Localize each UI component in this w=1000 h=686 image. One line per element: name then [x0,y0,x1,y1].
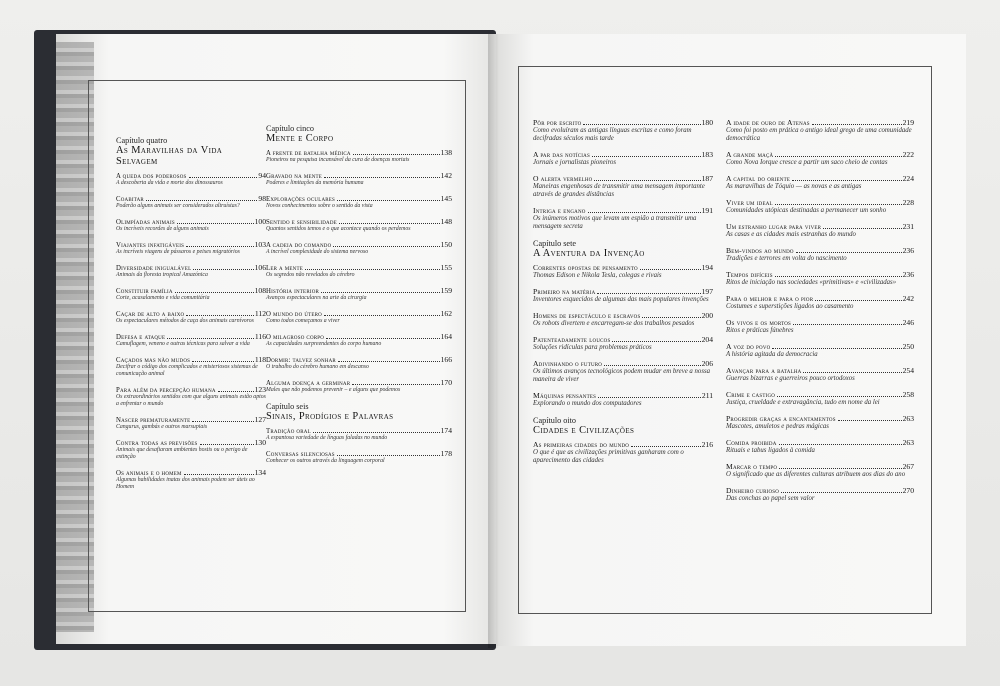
toc-entry-title: O alerta vermelho [533,174,593,183]
dot-leader [640,269,701,270]
toc-entry-description: Os últimos avanços tecnológicos podem mudar em breve a nossa maneira de viver [533,368,711,383]
toc-page-number: 130 [254,438,266,447]
toc-page-number: 246 [902,318,914,327]
toc-column-left-2 [266,116,452,472]
toc-entry [116,385,266,408]
toc-page-number: 174 [440,426,452,435]
toc-entry-description: Animais da floresta tropical Amazónica [116,272,208,278]
dot-leader [218,391,254,392]
toc-entry-description: O significado que as diferentes culturas atribuem aos dias do ano [726,471,906,478]
toc-page-number: 162 [440,309,452,318]
toc-page-number: 267 [902,462,914,471]
toc-page-number: 155 [440,263,452,272]
chapter-title: Sinais, Prodígios e Palavras [266,411,394,422]
toc-entry [266,426,452,442]
toc-entry-title: A grande maçã [726,150,774,159]
toc-entry-description: Costumes e superstições ligados ao casamento [726,303,854,310]
toc-entry [726,318,914,335]
toc-entry-description: Tradições e terrores em volta do nascimento [726,255,847,262]
dot-leader [186,246,253,247]
toc-entry-description: As maravilhas de Tóquio — as novas e as antigas [726,183,862,190]
toc-entry-title: Explorações oculares [266,196,336,203]
toc-entry [726,174,914,191]
toc-page-number: 148 [440,217,452,226]
toc-entry-title: A idade de ouro de Atenas [726,118,810,127]
dot-leader [175,292,254,293]
toc-entry-title: Gravado na mente [266,173,323,180]
toc-entry-title: Dinheiro curioso [726,486,780,495]
chapter-title: Cidades e Civilizações [533,425,635,436]
toc-page-number: 94 [258,171,266,180]
toc-page-number: 170 [440,378,452,387]
toc-entry [533,311,713,328]
toc-page-number: 228 [902,198,914,207]
dot-leader [594,180,700,181]
toc-page-number: 103 [254,240,266,249]
toc-page-number: 254 [902,366,914,375]
toc-page-number: 127 [254,415,266,424]
toc-entry-title: Patenteadamente loucos [533,335,611,344]
dot-leader [339,223,440,224]
toc-entry [726,118,914,143]
toc-page-number: 159 [440,286,452,295]
toc-page-number: 150 [440,240,452,249]
toc-entry [266,217,452,233]
toc-entry [266,355,452,371]
dot-leader [353,154,440,155]
chapter-title: As Maravilhas da Vida Selvagem [116,145,223,167]
toc-entry [116,355,266,378]
toc-entry-title: História interior [266,288,320,295]
toc-entry [726,270,914,287]
toc-entry [533,359,713,384]
toc-page-number: 116 [254,332,266,341]
toc-entry [726,150,914,167]
toc-entry-description: Como todos começamos a viver [266,318,340,324]
toc-entry [116,217,266,233]
toc-column-left-1 [116,128,266,498]
toc-entry-description: Ritos e práticas fúnebres [726,327,794,334]
toc-entry [533,206,713,231]
toc-entry-title: Um estranho lugar para viver [726,222,822,231]
toc-entry-description: O trabalho do cérebro humano em descanso [266,364,369,370]
dot-leader [186,315,254,316]
toc-entry [266,148,452,164]
toc-column-right-1 [533,118,713,472]
dot-leader [167,338,254,339]
toc-entry-description: Cangurus, gambás e outros marsupiais [116,424,208,430]
toc-entry [726,246,914,263]
toc-entry [116,194,266,210]
toc-entry-description: Os espectaculares métodos de caça dos animais carnívoros [116,318,254,324]
toc-page-number: 108 [254,286,266,295]
toc-entry [116,438,266,461]
toc-page-number: 187 [701,174,713,183]
toc-entry [533,440,713,465]
toc-entry-description: Como Nova Iorque cresce a partir um saco cheio de contas [726,159,888,166]
toc-entry-title: Contra todas as previsões [116,440,198,447]
toc-entry [726,198,914,215]
toc-entry [726,462,914,479]
toc-entry-title: Comida proibida [726,438,777,447]
toc-entry-description: A história agitada da democracia [726,351,818,358]
chapter-label: Capítulo quatro [116,136,168,145]
toc-entry-title: Progredir graças a encantamentos [726,414,836,423]
toc-entry-title: Correntes opostas de pensamento [533,263,638,272]
dot-leader [775,156,901,157]
toc-entry-title: Os animais e o homem [116,470,182,477]
dot-leader [338,361,440,362]
toc-entry-title: Viver um ideal [726,198,773,207]
toc-entry-description: Como foi posto em prática o antigo ideal grego de uma comunidade democrática [726,127,912,142]
dot-leader [146,200,257,201]
toc-entry-title: Caçados mas não mudos [116,357,191,364]
toc-page-number: 236 [902,246,914,255]
toc-entry-title: Marcar o tempo [726,462,778,471]
toc-entry-title: A queda dos poderosos [116,173,187,180]
toc-entry-title: Defesa e ataque [116,334,166,341]
toc-page-number: 112 [254,309,266,318]
toc-entry [266,240,452,256]
toc-page-number: 224 [902,174,914,183]
toc-entry-description: Pioneiros na pesquisa incansável da cura de doenças mortais [266,157,410,163]
toc-page-number: 134 [254,468,266,477]
dot-leader [337,455,440,456]
toc-entry-description: Os inúmeros motivos que levam um espião a transmitir uma mensagem secreta [533,215,697,230]
toc-entry [266,449,452,465]
toc-entry-title: Constituir família [116,288,173,295]
toc-entry-title: Avançar para a batalha [726,366,802,375]
toc-entry-title: Conversas silenciosas [266,451,335,458]
toc-entry-description: Algumas habilidades inatas dos animais podem ser úteis ao Homem [116,477,255,490]
toc-entry [726,294,914,311]
toc-entry-title: Coabitar [116,196,144,203]
toc-entry [266,332,452,348]
toc-page-number: 219 [902,118,914,127]
toc-page-number: 98 [258,194,266,203]
dot-leader [775,204,902,205]
toc-entry-description: Conhecer os outros através da linguagem corporal [266,458,385,464]
dot-leader [772,348,901,349]
dot-leader [597,293,700,294]
toc-entry [116,332,266,348]
toc-entry-description: Os segredos não revelados do cérebro [266,272,355,278]
toc-entry-description: As incríveis viagens de pássaros e peixes migratórios [116,249,240,255]
toc-page-number: 263 [902,414,914,423]
dot-leader [321,292,440,293]
toc-entry-title: Dormir: talvez sonhar [266,357,336,364]
toc-entry-title: Caçar de alto a baixo [116,311,185,318]
dot-leader [838,420,902,421]
dot-leader [796,252,902,253]
dot-leader [588,212,701,213]
toc-page-number: 211 [701,391,713,400]
toc-entry [726,486,914,503]
dot-leader [592,156,701,157]
toc-page-number: 200 [701,311,713,320]
toc-page-number: 263 [902,438,914,447]
toc-entry-title: A voz do povo [726,342,771,351]
chapter-label: Capítulo oito [533,416,576,425]
toc-entry [116,240,266,256]
dot-leader [189,177,258,178]
toc-entry [266,286,452,302]
toc-entry [533,150,713,167]
toc-entry-description: Thomas Edison e Nikola Tesla, colegas e rivais [533,272,662,279]
toc-entry-title: Ler a mente [266,265,303,272]
toc-entry-description: Camuflagem, veneno e outras técnicas para salvar a vida [116,341,250,347]
dot-leader [337,200,440,201]
toc-page-number: 197 [701,287,713,296]
toc-entry-title: Alguma doença a germinar [266,380,351,387]
toc-entry-description: O que é que as civilizações primitivas ganharam com o aparecimento das cidades [533,449,684,464]
toc-page-number: 178 [440,449,452,458]
toc-entry-description: A incrível complexidade do sistema nervoso [266,249,369,255]
dot-leader [333,246,439,247]
toc-entry-title: A frente de batalha médica [266,150,351,157]
toc-column-right-2 [726,118,914,510]
toc-entry [533,391,713,408]
toc-entry [116,171,266,187]
toc-entry-title: Viajantes infatigáveis [116,242,185,249]
toc-page-number: 191 [701,206,713,215]
toc-page-number: 270 [902,486,914,495]
dot-leader [324,315,440,316]
toc-page-number: 236 [902,270,914,279]
dot-leader [775,276,902,277]
toc-page-number: 142 [440,171,452,180]
toc-entry-description: Comunidades utópicas destinadas a permanecer um sonho [726,207,887,214]
toc-entry-description: Soluções ridículas para problemas práticos [533,344,652,351]
toc-entry-description: As casas e as cidades mais estranhas do mundo [726,231,856,238]
toc-entry-description: Os robots divertem e encarregam-se dos trabalhos pesados [533,320,695,327]
toc-entry [533,174,713,199]
toc-entry-description: Das conchas ao papel sem valor [726,495,815,502]
book-gutter [488,34,504,648]
toc-entry-title: As primeiras cidades do mundo [533,440,630,449]
toc-page-number: 258 [902,390,914,399]
dot-leader [313,432,440,433]
toc-entry-description: Decifrar o código dos complicados e misteriosos sistemas de comunicação animal [116,364,258,377]
dot-leader [803,372,901,373]
toc-page-number: 118 [254,355,266,364]
toc-entry-description: Os incríveis recordes de alguns animais [116,226,209,232]
toc-entry-title: Diversidade inigualável [116,265,192,272]
toc-entry-title: Sentido e sensibilidade [266,219,337,226]
toc-entry [116,468,266,491]
toc-page-number: 180 [701,118,713,127]
chapter-title: A Aventura da Invenção [533,248,645,259]
toc-entry [116,309,266,325]
toc-page-number: 231 [902,222,914,231]
toc-entry [726,414,914,431]
dot-leader [815,300,901,301]
dot-leader [779,444,902,445]
dot-leader [604,365,700,366]
toc-entry [116,415,266,431]
toc-entry [266,263,452,279]
toc-page-number: 250 [902,342,914,351]
toc-page-number: 183 [701,150,713,159]
toc-entry-description: Mascotes, amuletos e pedras mágicas [726,423,829,430]
toc-page-number: 145 [440,194,452,203]
dot-leader [326,338,440,339]
toc-entry-description: Poderão alguns animais ser considerados altruístas? [116,203,240,209]
toc-entry-title: Homens de espectáculo e escravos [533,311,641,320]
toc-entry-title: Bem-vindos ao mundo [726,246,794,255]
toc-entry-description: Ritos de iniciação nas sociedades «primitivas» e «civilizadas» [726,279,897,286]
toc-entry-title: Adivinhando o futuro [533,359,603,368]
toc-entry [726,342,914,359]
toc-entry-description: Como evoluíram as antigas línguas escritas e como foram decifradas séculos mais tarde [533,127,692,142]
toc-page-number: 204 [701,335,713,344]
toc-page-number: 106 [254,263,266,272]
toc-entry-description: Poderes e limitações da memória humana [266,180,364,186]
toc-entry-title: O milagroso corpo [266,334,325,341]
dot-leader [324,177,440,178]
toc-entry [726,438,914,455]
toc-entry-description: Quantos sentidos temos e o que acontece quando os perdemos [266,226,411,232]
toc-entry-description: Corte, acasalamento e vida comunitária [116,295,210,301]
toc-page-number: 216 [701,440,713,449]
toc-page-number: 242 [902,294,914,303]
toc-entry [726,222,914,239]
toc-entry-title: Para além da percepção humana [116,387,216,394]
toc-entry [726,390,914,407]
toc-entry-title: Para o melhor e para o pior [726,294,814,303]
toc-entry-description: Inventores esquecidos de algumas das mais populares invenções [533,296,709,303]
toc-entry [266,171,452,187]
toc-entry-description: Animais que desafiaram ambientes hostis ou o perigo de extinção [116,447,248,460]
dot-leader [583,124,700,125]
toc-entry [533,263,713,280]
toc-entry [266,309,452,325]
dot-leader [184,474,254,475]
toc-entry-title: Pôr por escrito [533,118,582,127]
toc-entry-description: A descoberta da vida e morte dos dinossauros [116,180,223,186]
toc-entry-description: Maneiras engenhosas de transmitir uma mensagem importante através de grandes distâncias [533,183,705,198]
toc-entry-title: A capital do oriente [726,174,791,183]
toc-page-number: 123 [254,385,266,394]
dot-leader [642,317,700,318]
toc-entry-description: Rituais e tabus ligados à comida [726,447,815,454]
dot-leader [793,324,902,325]
toc-entry-title: Os vivos e os mortos [726,318,792,327]
toc-entry-title: Primeiro na matéria [533,287,596,296]
dot-leader [777,396,902,397]
toc-entry [726,366,914,383]
dot-leader [792,180,902,181]
toc-page-number: 194 [701,263,713,272]
toc-page-number: 100 [254,217,266,226]
toc-page-number: 166 [440,355,452,364]
toc-entry-title: O mundo do útero [266,311,322,318]
dot-leader [812,124,902,125]
dot-leader [823,228,901,229]
toc-page-number: 222 [902,150,914,159]
chapter-label: Capítulo sete [533,239,576,248]
dot-leader [352,384,439,385]
toc-entry-title: Intriga e engano [533,206,586,215]
toc-entry [533,335,713,352]
toc-page-number: 164 [440,332,452,341]
toc-entry-description: A espantosa variedade de línguas faladas no mundo [266,435,388,441]
toc-entry [116,263,266,279]
dot-leader [177,223,254,224]
toc-page-number: 206 [701,359,713,368]
dot-leader [305,269,440,270]
toc-entry-description: As capacidades surpreendentes do corpo humano [266,341,382,347]
toc-page-number: 138 [440,148,452,157]
dot-leader [779,468,901,469]
toc-entry-title: A par das notícias [533,150,590,159]
toc-entry-description: Avanços espectaculares na arte da cirurgia [266,295,367,301]
dot-leader [200,444,254,445]
chapter-title: Mente e Corpo [266,133,334,144]
dot-leader [192,361,254,362]
toc-entry-title: Tradição oral [266,428,311,435]
toc-entry-description: Jornais e jornalistas pioneiros [533,159,617,166]
toc-entry-title: A cadeia do comando [266,242,332,249]
toc-entry-title: Olimpíadas animais [116,219,175,226]
toc-entry-title: Máquinas pensantes [533,391,597,400]
toc-entry-description: Novos conhecimentos sobre o sentido da vista [266,203,373,209]
dot-leader [631,446,701,447]
dot-leader [781,492,902,493]
dot-leader [193,269,253,270]
toc-entry-description: Justiça, crueldade e extravagância, tudo em nome da lei [726,399,880,406]
toc-entry-description: Os extraordinários sentidos com que alguns animais estão aptos a enfrentar o mundo [116,394,266,407]
toc-entry-title: Crime e castigo [726,390,776,399]
chapter-label: Capítulo cinco [266,124,314,133]
dot-leader [598,397,701,398]
toc-entry-description: Males que não podemos prevenir – e alguns que podemos [266,387,401,393]
toc-entry-description: Explorando o mundo dos computadores [533,400,642,407]
dot-leader [612,341,700,342]
toc-entry-title: Tempos difíceis [726,270,773,279]
toc-entry [266,378,452,394]
toc-entry [266,194,452,210]
toc-entry-title: Nascer prematuramente [116,417,191,424]
toc-entry-description: Guerras bizarras e guerreiros pouco ortodoxos [726,375,855,382]
chapter-label: Capítulo seis [266,402,309,411]
dot-leader [192,421,253,422]
toc-entry [533,287,713,304]
toc-entry [533,118,713,143]
toc-entry [116,286,266,302]
